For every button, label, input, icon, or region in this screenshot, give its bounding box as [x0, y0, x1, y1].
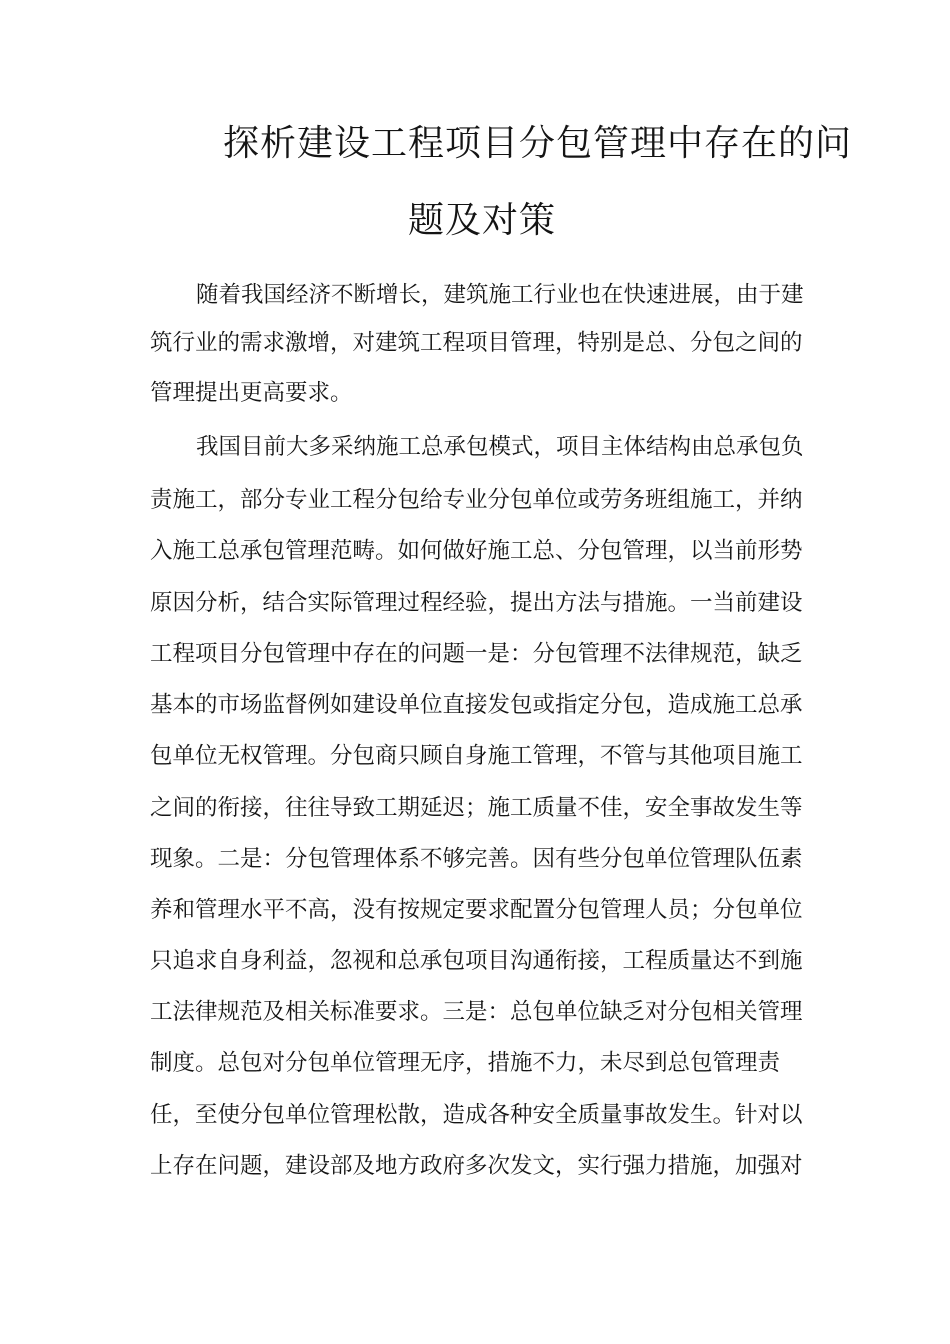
paragraph-2-line-1: 我国目前大多采纳施工总承包模式，项目主体结构由总承包负	[196, 434, 804, 460]
paragraph-1-line-1: 随着我国经济不断增长，建筑施工行业也在快速进展，由于建	[196, 282, 804, 308]
paragraph-2-line-4: 原因分析，结合实际管理过程经验，提出方法与措施。一当前建设	[150, 590, 803, 616]
paragraph-2-line-5: 工程项目分包管理中存在的问题一是：分包管理不法律规范，缺乏	[150, 641, 803, 667]
paragraph-2-line-15: 上存在问题，建设部及地方政府多次发文，实行强力措施，加强对	[150, 1153, 803, 1179]
paragraph-1-line-2: 筑行业的需求激增，对建筑工程项目管理，特别是总、分包之间的	[150, 330, 803, 356]
paragraph-2-line-14: 任，至使分包单位管理松散，造成各种安全质量事故发生。针对以	[150, 1102, 803, 1128]
paragraph-2-line-3: 入施工总承包管理范畴。如何做好施工总、分包管理，以当前形势	[150, 538, 803, 564]
document-title-line-2: 题及对策	[408, 200, 557, 241]
paragraph-2-line-10: 养和管理水平不高，没有按规定要求配置分包管理人员；分包单位	[150, 897, 803, 923]
paragraph-2-line-8: 之间的衔接，往往导致工期延迟；施工质量不佳，安全事故发生等	[150, 795, 803, 821]
paragraph-2-line-12: 工法律规范及相关标准要求。三是：总包单位缺乏对分包相关管理	[150, 999, 803, 1025]
paragraph-2-line-6: 基本的市场监督例如建设单位直接发包或指定分包，造成施工总承	[150, 692, 803, 718]
document-title-line-1: 探析建设工程项目分包管理中存在的问	[223, 123, 853, 164]
paragraph-2-line-2: 责施工，部分专业工程分包给专业分包单位或劳务班组施工，并纳	[150, 487, 803, 513]
paragraph-2-line-11: 只追求自身利益，忽视和总承包项目沟通衔接，工程质量达不到施	[150, 948, 803, 974]
paragraph-2-line-13: 制度。总包对分包单位管理无序，措施不力，未尽到总包管理责	[150, 1050, 781, 1076]
paragraph-1-line-3: 管理提出更高要求。	[150, 380, 353, 406]
paragraph-2-line-9: 现象。二是：分包管理体系不够完善。因有些分包单位管理队伍素	[150, 846, 803, 872]
paragraph-2-line-7: 包单位无权管理。分包商只顾自身施工管理，不管与其他项目施工	[150, 743, 803, 769]
